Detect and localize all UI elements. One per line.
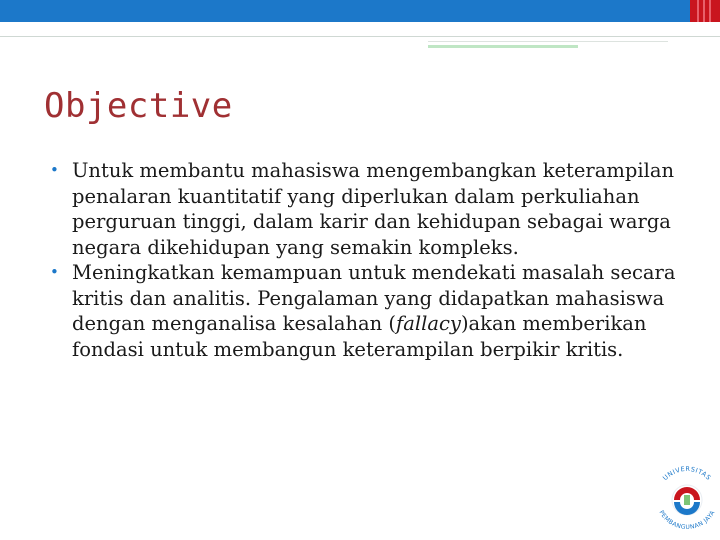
bullet-text: Meningkatkan kemampuan untuk mendekati masalah secara kritis dan analitis. Pengalaman yang didapatkan mahasiswa dengan menganalisa kesalahan ( (72, 261, 676, 335)
slide-title: Objective (44, 86, 233, 126)
logo-text-top: UNIVERSITAS (661, 464, 713, 483)
bullet-text: )akan memberikan fondasi untuk membangun keterampilan berpikir kritis. (72, 312, 647, 361)
logo-text-bottom: PEMBANGUNAN JAYA (657, 509, 717, 532)
bullet-item (46, 260, 686, 362)
svg-text:UNIVERSITAS (661, 465, 713, 482)
banner-stripe (709, 0, 711, 22)
university-logo (650, 462, 720, 536)
banner-stripe (703, 0, 705, 22)
bullet-marker: • (50, 161, 59, 179)
top-banner-red (690, 0, 720, 22)
banner-stripe (697, 0, 699, 22)
header-rule (428, 41, 668, 42)
top-banner-blue (0, 0, 690, 22)
bullet-list (46, 158, 686, 362)
bullet-marker: • (50, 263, 59, 281)
bullet-item (46, 158, 686, 260)
bullet-emphasis: fallacy (396, 312, 461, 335)
bullet-text: Untuk membantu mahasiswa mengembangkan keterampilan penalaran kuantitatif yang diperlukan dalam perkuliahan perguruan tinggi, dalam karir dan kehidupan sebagai warga negara dikehidupan yang semakin kompleks. (72, 159, 675, 259)
header-rule (0, 36, 720, 37)
header-accent-line (428, 45, 578, 48)
